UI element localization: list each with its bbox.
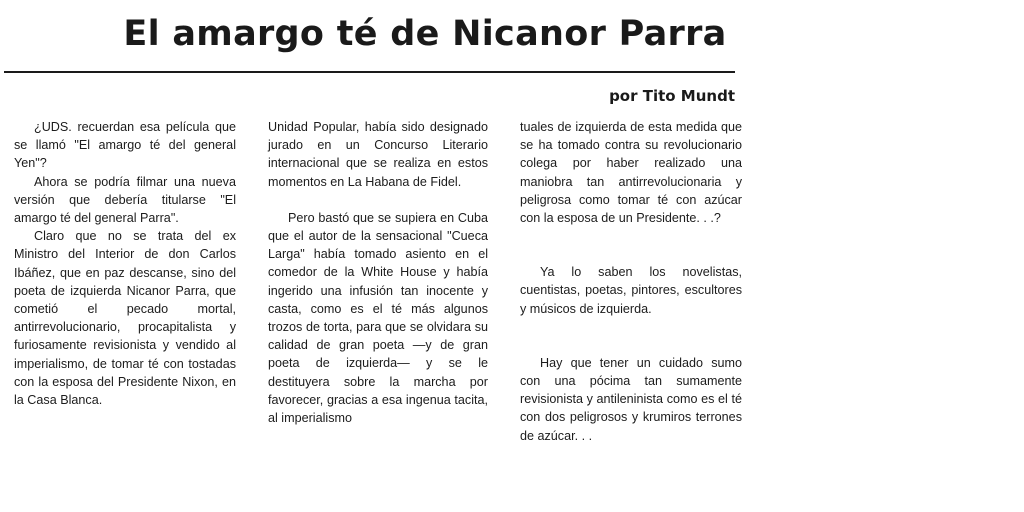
paragraph: ¿UDS. recuerdan esa película que se llamó "El amargo té del general Yen"? bbox=[14, 120, 236, 171]
paragraph: Ahora se podría filmar una nueva versión que debería titularse "El amargo té del general Parra". bbox=[14, 174, 236, 226]
paragraph: Pero bastó que se supiera en Cuba que el autor de la sensacional "Cueca Larga" había tomado asiento en el comedor de la White House y había ingerido una infusión tan inocente y casta, como es el té más algunos trozos de torta, para que se olvidara su calidad de gran poeta —y de gran poeta de izquierda— y se le destituyera sobre la marcha por favorecer, gracias a esa ingenua tacita, al imperialismo bbox=[268, 210, 488, 426]
paragraph: Ya lo saben los novelistas, cuentistas, poetas, pintores, escultores y músicos de izquierda. bbox=[520, 265, 742, 316]
byline: por Tito Mundt bbox=[609, 87, 735, 105]
paragraph: tuales de izquierda de esta medida que se ha tomado contra su revolucionario colega por haber realizado una maniobra tan antirrevolucionaria y peligrosa como tomar té con azúcar con la esposa de un Presidente. . .? bbox=[520, 120, 742, 226]
text-column-1 bbox=[14, 118, 236, 409]
paragraph: Hay que tener un cuidado sumo con una pócima tan sumamente revisionista y antileninista como es el té con dos peligrosos y krumiros terrones de azúcar. . . bbox=[520, 355, 742, 443]
paragraph: Claro que no se trata del ex Ministro del Interior de don Carlos Ibáñez, que en paz descanse, sino del poeta de izquierda Nicanor Parra, que cometió el pecado mortal, antirrevolucionario, procapitalista y furiosamente revisionista y vendido al imperialismo, de tomar té con tostadas con la esposa del Presidente Nixon, en la Casa Blanca. bbox=[14, 229, 236, 408]
article-title: El amargo té de Nicanor Parra bbox=[123, 14, 727, 54]
text-column-2 bbox=[268, 118, 488, 427]
text-column-3 bbox=[520, 118, 742, 445]
title-rule bbox=[4, 71, 735, 73]
paragraph: Unidad Popular, había sido designado jurado en un Concurso Literario internacional que se realiza en estos momentos en La Habana de Fidel. bbox=[268, 120, 488, 189]
